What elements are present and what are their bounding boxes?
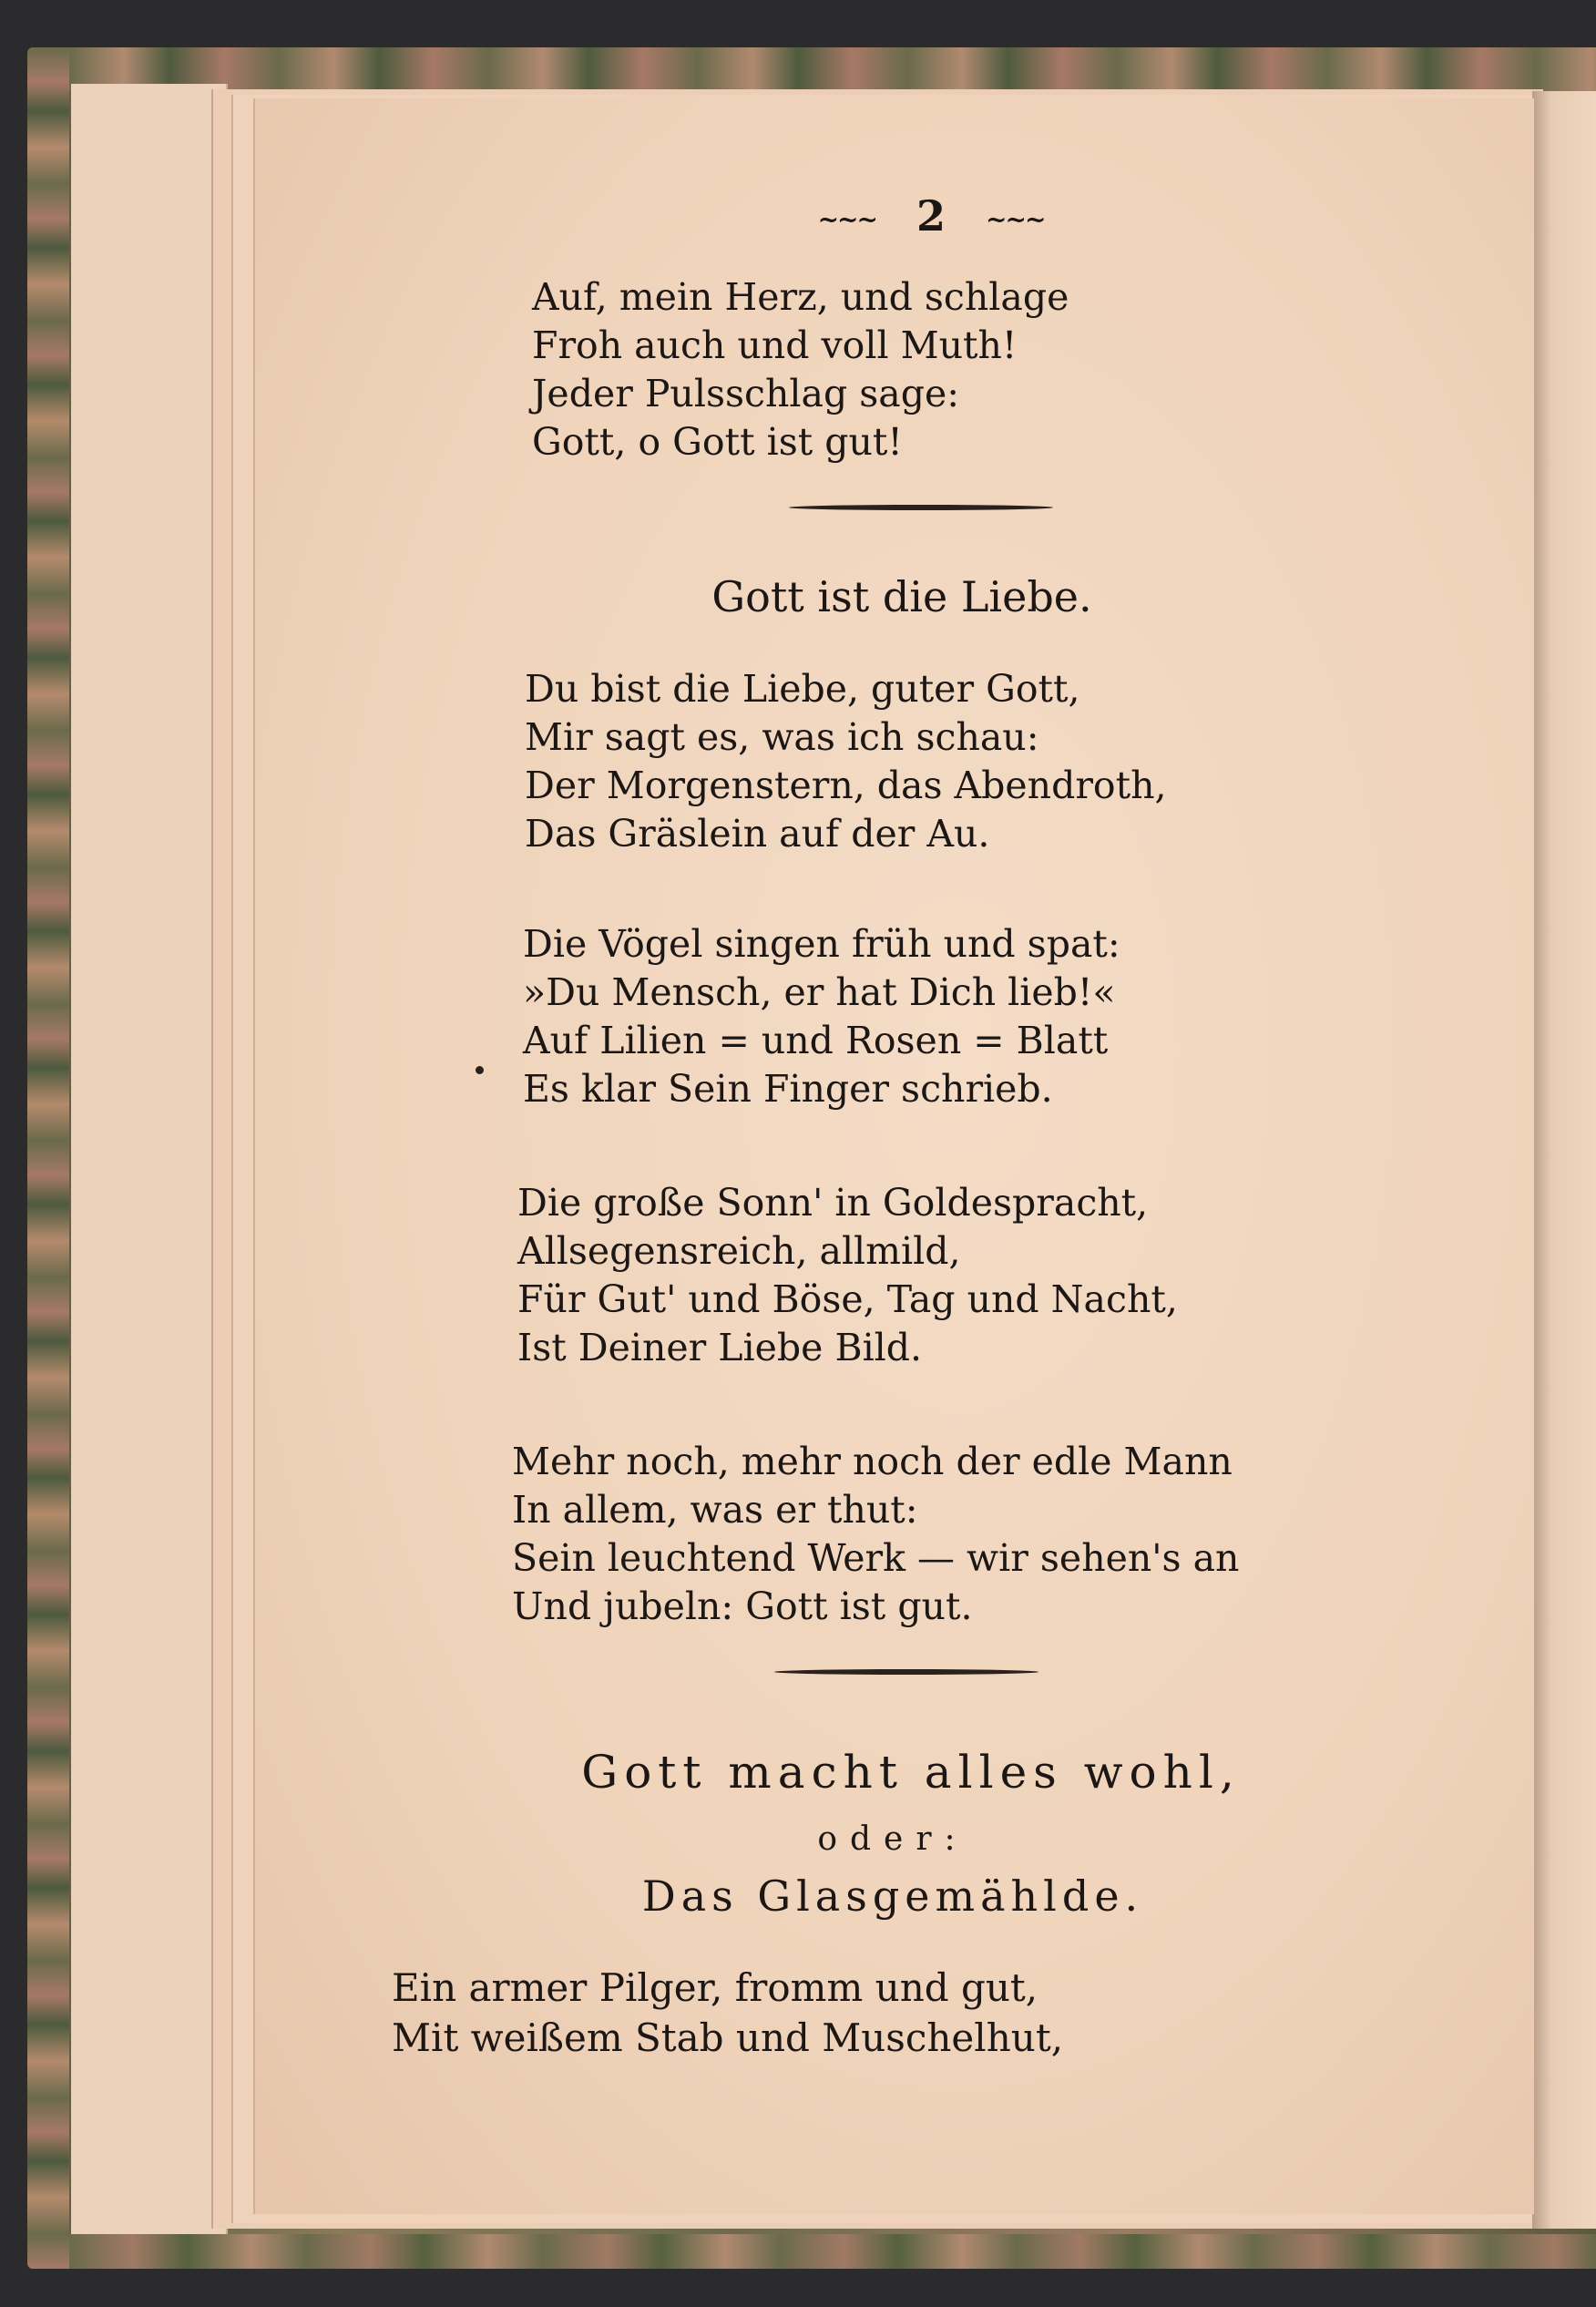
stanza-line: Allsegensreich, allmild,: [517, 1229, 961, 1273]
page-number-header: [794, 191, 1068, 241]
page-number: 2: [916, 191, 946, 241]
stanza-line: Mit weißem Stab und Muschelhut,: [392, 2015, 1064, 2060]
stanza-line: Gott, o Gott ist gut!: [532, 420, 903, 464]
opposite-page-edge: [1532, 91, 1596, 2229]
poem-stanza: [517, 1179, 1178, 1372]
stanza-line: Das Gräslein auf der Au.: [525, 812, 990, 856]
stanza-line: Für Gut' und Böse, Tag und Nacht,: [517, 1277, 1178, 1321]
intro-stanza: [532, 273, 1069, 467]
stanza-line: Froh auch und voll Muth!: [532, 323, 1018, 367]
stanza-line: Jeder Pulsschlag sage:: [532, 372, 960, 415]
cover-marbled-edge-bottom: [69, 2234, 1596, 2269]
poem-stanza: [392, 1963, 1063, 2063]
ink-speck: [476, 1066, 484, 1074]
stanza-line: Die Vögel singen früh und spat:: [523, 922, 1120, 966]
stanza-line: Und jubeln: Gott ist gut.: [512, 1584, 973, 1628]
poem-title: Gott macht alles wohl,: [581, 1746, 1241, 1799]
stanza-line: Auf Lilien = und Rosen = Blatt: [523, 1019, 1109, 1062]
section-divider: [789, 505, 1053, 510]
stanza-line: Ist Deiner Liebe Bild.: [517, 1326, 923, 1369]
section-divider: [774, 1669, 1038, 1675]
poem-subtitle: Das Glasgemählde.: [641, 1871, 1144, 1921]
cover-marbled-edge-top: [69, 47, 1596, 91]
poem-stanza: [512, 1438, 1239, 1631]
poem-title: Gott ist die Liebe.: [711, 572, 1092, 621]
stanza-line: Es klar Sein Finger schrieb.: [523, 1067, 1053, 1111]
ornament-right: ~~~: [986, 204, 1045, 235]
stanza-line: Mir sagt es, was ich schau:: [525, 715, 1039, 759]
stanza-line: Sein leuchtend Werk — wir sehen's an: [512, 1536, 1240, 1580]
stanza-line: »Du Mensch, er hat Dich lieb!«: [523, 970, 1116, 1014]
ornament-left: ~~~: [817, 204, 876, 235]
stanza-line: Auf, mein Herz, und schlage: [532, 275, 1069, 319]
stanza-line: Ein armer Pilger, fromm und gut,: [392, 1965, 1038, 2010]
cover-marbled-edge-left: [27, 47, 69, 2269]
stanza-line: Die große Sonn' in Goldespracht,: [517, 1181, 1149, 1225]
stanza-line: In allem, was er thut:: [512, 1488, 918, 1532]
poem-stanza: [523, 920, 1120, 1113]
poem-stanza: [525, 665, 1167, 858]
stanza-line: Du bist die Liebe, guter Gott,: [525, 667, 1080, 711]
stanza-line: Der Morgenstern, das Abendroth,: [525, 764, 1167, 807]
stanza-line: Mehr noch, mehr noch der edle Mann: [512, 1440, 1233, 1483]
poem-title-conjunction: oder:: [817, 1820, 968, 1858]
endpaper: [71, 84, 228, 2234]
